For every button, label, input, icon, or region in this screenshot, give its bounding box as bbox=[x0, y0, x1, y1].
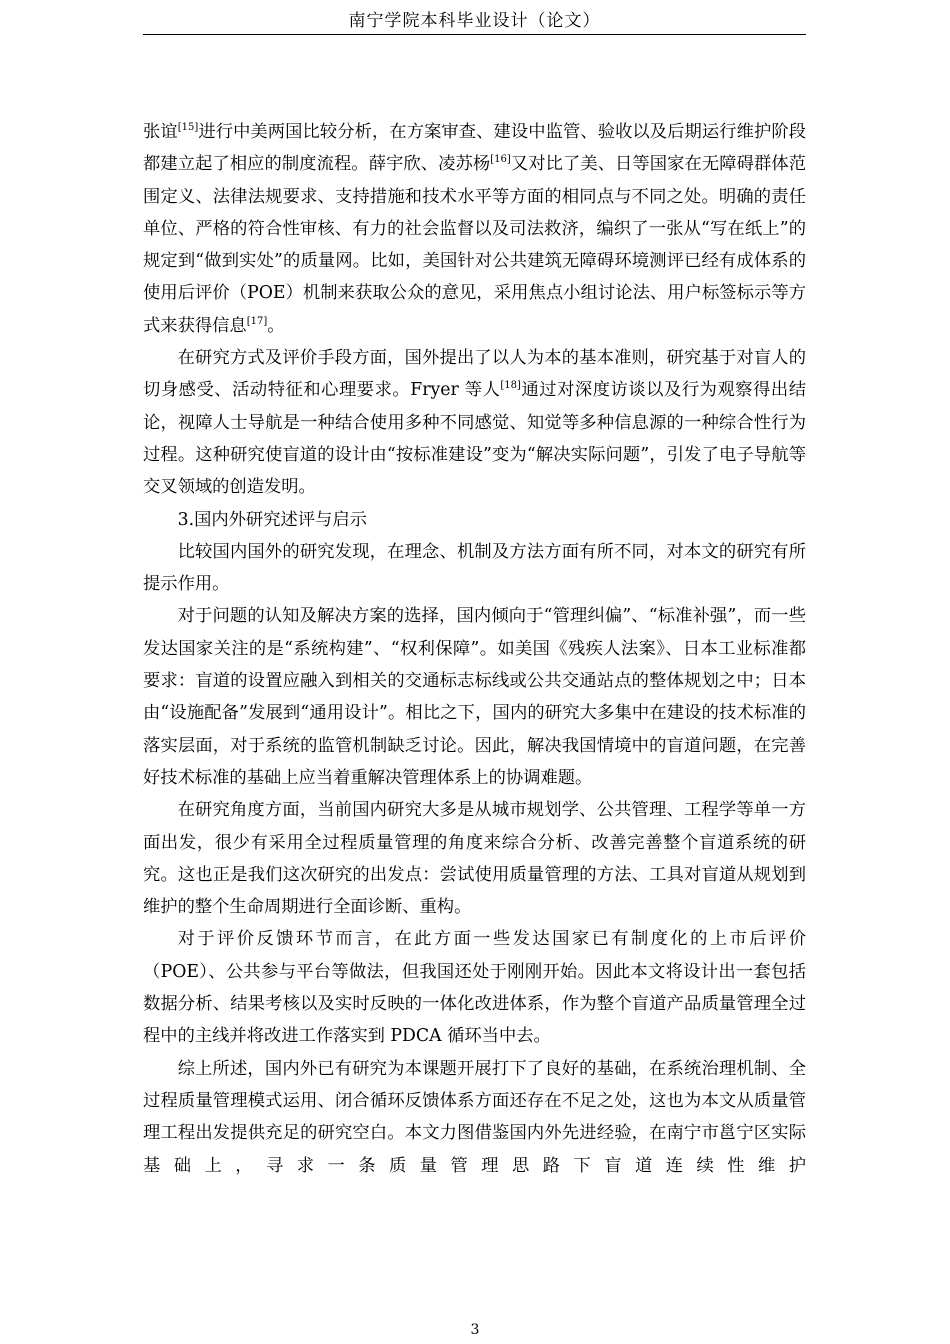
paragraph bbox=[143, 536, 806, 601]
text-run: 比较国内国外的研究发现，在理念、机制及方法方面有所不同，对本文的研究有所提示作用。 bbox=[143, 541, 806, 595]
text-run: 张谊 bbox=[143, 122, 178, 142]
body-text bbox=[143, 116, 806, 1182]
paragraph bbox=[143, 923, 806, 1052]
paragraph bbox=[143, 1053, 806, 1182]
paragraph bbox=[143, 600, 806, 794]
paragraph bbox=[143, 116, 806, 342]
page-header: 南宁学院本科毕业设计（论文） bbox=[143, 6, 806, 35]
citation-marker: [18] bbox=[500, 380, 521, 392]
text-run: 。 bbox=[267, 315, 285, 336]
text-run: 进行中美两国比较分析，在方案审查、建设中监管、验收以及后期运行维护阶段都建立起了相应的制度流程。薛宇欣、凌苏杨 bbox=[143, 122, 806, 175]
text-run: 在研究角度方面，当前国内研究大多是从城市规划学、公共管理、工程学等单一方面出发，很少有采用全过程质量管理的角度来综合分析、改善完善整个盲道系统的研究。这也正是我们这次研究的出发点：尝试使用质量管理的方法、工具对盲道从规划到维护的整个生命周期进行全面诊断、重构。 bbox=[143, 800, 806, 918]
citation-marker: [16] bbox=[490, 154, 511, 166]
text-run: 又对比了美、日等国家在无障碍群体范围定义、法律法规要求、支持措施和技术水平等方面的相同点与不同之处。明确的责任单位、严格的符合性审核、有力的社会监督以及司法救济，编织了一张从“写在纸上”的规定到“做到实处”的质量网。比如，美国针对公共建筑无障碍环境测评已经有成体系的使用后评价（POE）机制来获取公众的意见，采用焦点小组讨论法、用户标签标示等方式来获得信息 bbox=[143, 154, 806, 336]
citation-marker: [15] bbox=[177, 122, 199, 134]
paragraph bbox=[143, 504, 806, 536]
text-run: 在研究方式及评价手段方面，国外提出了以人为本的基本准则，研究基于对盲人的切身感受、活动特征和心理要求。Fryer 等人 bbox=[143, 348, 806, 401]
page-number: 3 bbox=[470, 1322, 480, 1338]
paragraph bbox=[143, 342, 806, 503]
paragraph bbox=[143, 794, 806, 923]
citation-marker: [17] bbox=[246, 316, 268, 328]
text-run: 通过对深度访谈以及行为观察得出结论，视障人士导航是一种结合使用多种不同感觉、知觉等多种信息源的一种综合性行为过程。这种研究使盲道的设计由“按标准建设”变为“解决实际问题”，引发了电子导航等交叉领域的创造发明。 bbox=[143, 380, 806, 498]
text-run: 综上所述，国内外已有研究为本课题开展打下了良好的基础，在系统治理机制、全过程质量管理模式运用、闭合循环反馈体系方面还存在不足之处，这也为本文从质量管理工程出发提供充足的研究空白。本文力图借鉴国内外先进经验，在南宁市邕宁区实际基础上，寻求一条质量管理思路下盲道连续性维护 bbox=[143, 1058, 806, 1176]
text-run: 对于问题的认知及解决方案的选择，国内倾向于“管理纠偏”、“标准补强”，而一些发达国家关注的是“系统构建”、“权利保障”。如美国《残疾人法案》、日本工业标准都要求：盲道的设置应融入到相关的交通标志标线或公共交通站点的整体规划之中；日本由“设施配备”发展到“通用设计”。相比之下，国内的研究大多集中在建设的技术标准的落实层面，对于系统的监管机制缺乏讨论。因此，解决我国情境中的盲道问题，在完善好技术标准的基础上应当着重解决管理体系上的协调难题。 bbox=[143, 606, 806, 788]
text-run: 对于评价反馈环节而言，在此方面一些发达国家已有制度化的上市后评价（POE）、公共参与平台等做法，但我国还处于刚刚开始。因此本文将设计出一套包括数据分析、结果考核以及实时反映的一体化改进体系，作为整个盲道产品质量管理全过程中的主线并将改进工作落实到 PDCA 循环当中去。 bbox=[143, 929, 806, 1047]
text-run: 3.国内外研究述评与启示 bbox=[177, 509, 367, 530]
